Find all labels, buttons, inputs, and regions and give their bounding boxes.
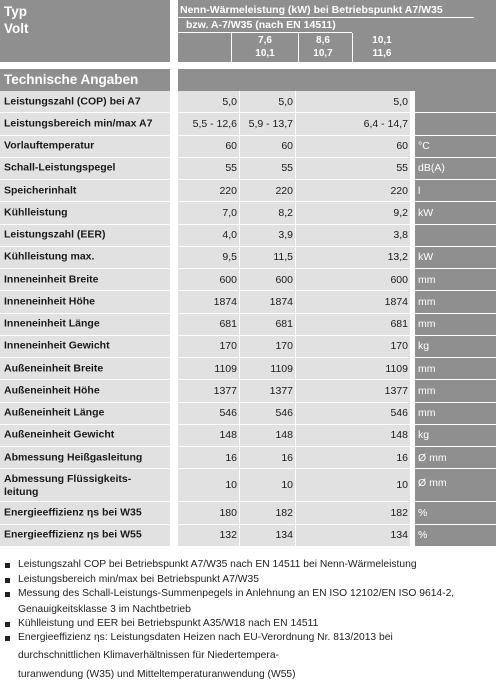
value-cell [178,447,240,469]
row-label-cell [0,269,170,291]
cell-value: 220 [219,184,237,197]
bullet-icon [5,636,10,641]
value-cell [178,502,240,524]
cell-value: 1109 [270,362,293,375]
unit-label: °C [418,140,430,153]
cell-value: 10 [225,479,237,492]
value-cell [240,314,296,336]
value-cell [178,358,240,380]
table-row [0,113,496,135]
row-label: Inneneinheit Breite [4,273,99,286]
cell-value: 10 [281,479,293,492]
value-cell [296,403,410,425]
row-label: Außeneinheit Breite [4,362,104,375]
bullet-icon [5,622,10,627]
value-cell [240,380,296,402]
cell-value: 220 [275,184,293,197]
value-cell [178,202,240,224]
section-title: Technische Angaben [4,72,139,87]
cell-value: 60 [225,140,237,153]
unit-cell [415,202,496,224]
cell-value: 3,9 [278,229,293,242]
value-cell [296,113,410,135]
cell-value: 1109 [214,362,237,375]
row-label: Leistungszahl (COP) bei A7 [4,95,141,108]
footnote-item [5,617,493,632]
value-cell [240,180,296,202]
cell-value: 681 [275,318,293,331]
cell-value: 1377 [213,384,237,397]
value-cell [240,136,296,158]
unit-label: mm [418,362,436,375]
value-cell [240,225,296,247]
cell-value: 170 [390,340,408,353]
row-label-cell [0,180,170,202]
unit-label: Ø mm [418,451,447,464]
row-label: Kühlleistung [4,206,68,219]
table-row [0,469,496,502]
value-cell [240,469,296,502]
value-cell [240,525,296,547]
value-cell [296,380,410,402]
row-label-line: Abmessung Flüssigkeits- [4,473,132,486]
row-label-cell [0,113,170,135]
table-row [0,291,496,313]
footnote-item [5,631,493,684]
row-label: Außeneinheit Gewicht [4,428,115,441]
cell-value: 148 [390,429,408,442]
cell-value: 8,2 [278,206,293,219]
cell-value: 1377 [269,384,293,397]
unit-label: % [418,506,428,519]
table-row [0,225,496,247]
row-label-cell [0,502,170,524]
value-cell [178,180,240,202]
type-label: Typ [4,4,27,19]
footnote-line: Energieeffizienz ηs: Leistungsdaten Heizen nach EU-Verordnung Nr. 813/2013 bei [18,632,393,643]
row-label-cell [0,336,170,358]
row-label: Inneneinheit Länge [4,317,100,330]
cell-value: 182 [275,506,293,519]
row-label-cell [0,225,170,247]
cell-value: 5,0 [393,95,408,108]
value-cell [178,425,240,447]
unit-label: kW [418,206,434,219]
value-cell [296,447,410,469]
value-cell [240,113,296,135]
unit-label: mm [418,384,436,397]
row-label: Schall-Leistungspegel [4,161,116,174]
cell-value: 5,0 [222,95,237,108]
table-row [0,202,496,224]
row-label: Außeneinheit Länge [4,406,105,419]
row-label: Außeneinheit Höhe [4,384,100,397]
value-cell [178,136,240,158]
row-label-cell [0,447,170,469]
table-row [0,158,496,180]
cell-value: 60 [396,140,408,153]
cell-value: 170 [219,340,237,353]
cell-value: 16 [225,451,237,464]
unit-cell [415,314,496,336]
row-label-cell [0,425,170,447]
cell-value: 1874 [384,295,408,308]
table-row [0,91,496,113]
cell-value: 55 [396,162,408,175]
unit-cell [415,502,496,524]
row-label-cell [0,291,170,313]
unit-cell [415,269,496,291]
value-cell [240,502,296,524]
row-label-cell [0,358,170,380]
unit-label: mm [418,273,436,286]
value-cell [296,525,410,547]
row-label: Speicherinhalt [4,184,77,197]
row-label: Inneneinheit Gewicht [4,339,110,352]
cell-value: 6,4 - 14,7 [363,117,408,130]
unit-label: dB(A) [418,162,445,175]
unit-cell [415,247,496,269]
value-cell [240,336,296,358]
unit-cell [415,291,496,313]
row-label-cell [0,403,170,425]
row-label-cell [0,380,170,402]
table-row [0,269,496,291]
row-label [4,473,131,499]
cell-value: 5,0 [278,95,293,108]
footnote-line: Genauigkeitsklasse 3 im Nachtbetrieb [18,603,191,615]
value-cell [178,291,240,313]
bullet-icon [5,578,10,583]
value-cell [178,269,240,291]
row-label-cell [0,469,170,502]
value-cell [240,202,296,224]
cell-value: 1109 [385,362,408,375]
value-cell [240,447,296,469]
unit-cell [415,113,496,135]
row-label-line: leitung [4,486,39,499]
row-label-cell [0,158,170,180]
cell-value: 220 [390,184,408,197]
unit-cell [415,225,496,247]
value-cell [178,225,240,247]
cell-value: 10 [396,479,408,492]
cell-value: 546 [275,407,293,420]
value-cell [296,425,410,447]
cell-value: 182 [390,506,408,519]
value-cell [178,403,240,425]
cell-value: 148 [219,429,237,442]
footnote-line: Leistungsbereich min/max bei Betriebspunkt A7/W35 [18,573,259,585]
table-row [0,336,496,358]
footnote-item [5,558,493,573]
value-cell [240,403,296,425]
capacity-subtitle: bzw. A-7/W35 (nach EN 14511) [186,19,336,31]
unit-label: mm [418,407,436,420]
value-cell [296,91,410,113]
value-cell [296,247,410,269]
footnote-line: Messung des Schall-Leistungs-Summenpegels in Anlehnung an EN ISO 12102/EN ISO 9614-2, [18,588,455,599]
unit-label: mm [418,295,436,308]
unit-cell [415,447,496,469]
value-cell [296,502,410,524]
row-label: Leistungszahl (EER) [4,228,106,241]
unit-cell [415,91,496,113]
cell-value: 681 [390,318,408,331]
value-cell [296,291,410,313]
value-cell [240,425,296,447]
cell-value: 16 [281,451,293,464]
value-cell [240,291,296,313]
model-2-capacity-cold: 10,7 [313,48,333,59]
cell-value: 1377 [384,384,408,397]
unit-cell [415,403,496,425]
unit-cell [415,469,496,502]
unit-label: kW [418,251,434,264]
cell-value: 600 [219,273,237,286]
table-row [0,136,496,158]
cell-value: 134 [390,529,408,542]
type-header-cell [0,0,170,62]
unit-label: Ø mm [418,477,447,490]
row-label-cell [0,314,170,336]
header-column-divider [298,33,299,62]
cell-value: 600 [390,273,408,286]
footnote-line: Kühlleistung und EER bei Betriebspunkt A35/W18 nach EN 14511 [18,617,319,629]
row-label-cell [0,247,170,269]
cell-value: 7,0 [222,206,237,219]
cell-value: 4,0 [222,229,237,242]
cell-value: 148 [275,429,293,442]
unit-cell [415,358,496,380]
value-cell [178,113,240,135]
footnote-line: Leistungszahl COP bei Betriebspunkt A7/W35 nach EN 14511 bei Nenn-Wärmeleistung [18,559,417,570]
cell-value: 5,9 - 13,7 [248,117,293,130]
cell-value: 9,5 [222,251,237,264]
capacity-header-cell [178,0,496,62]
bullet-icon [5,563,10,568]
row-label: Inneneinheit Höhe [4,295,96,308]
cell-value: 11,5 [273,251,293,264]
table-row [0,403,496,425]
value-cell [240,91,296,113]
model-1-capacity: 7,6 [258,35,272,46]
unit-label: kg [418,340,430,353]
row-label-cell [0,525,170,547]
value-cell [178,336,240,358]
value-cell [296,158,410,180]
cell-value: 180 [219,506,237,519]
unit-label: l [418,184,421,197]
cell-value: 55 [281,162,293,175]
value-cell [296,269,410,291]
unit-cell [415,425,496,447]
section-header [0,69,170,91]
header-divider [178,17,474,18]
table-row [0,380,496,402]
value-cell [240,247,296,269]
row-label-cell [0,136,170,158]
value-cell [178,380,240,402]
footnote-line: durchschnittlichen Klimaverhältnissen für Niedertempera- [18,649,279,661]
cell-value: 546 [390,407,408,420]
unit-cell [415,380,496,402]
unit-label: mm [418,318,436,331]
value-cell [240,158,296,180]
row-label: Vorlauftemperatur [4,139,95,152]
cell-value: 60 [281,140,293,153]
value-cell [178,158,240,180]
header-column-divider [352,33,353,62]
table-row [0,314,496,336]
table-row [0,180,496,202]
volt-label: Volt [4,21,29,36]
cell-value: 170 [275,340,293,353]
cell-value: 3,8 [393,229,408,242]
model-1-capacity-cold: 10,1 [255,48,275,59]
cell-value: 681 [219,318,237,331]
model-3-capacity-cold: 11,6 [372,48,392,59]
row-label: Leistungsbereich min/max A7 [4,117,153,130]
value-cell [240,269,296,291]
section-header-fill [178,69,496,91]
cell-value: 546 [219,407,237,420]
cell-value: 13,2 [387,251,408,264]
table-row [0,425,496,447]
value-cell [178,247,240,269]
value-cell [240,358,296,380]
cell-value: 5,5 - 12,6 [192,117,237,130]
cell-value: 55 [225,162,237,175]
unit-cell [415,180,496,202]
value-cell [296,358,410,380]
row-label: Kühlleistung max. [4,250,95,263]
cell-value: 1874 [269,295,293,308]
unit-cell [415,336,496,358]
footnote-item [5,587,493,617]
value-cell [296,180,410,202]
value-cell [296,202,410,224]
footnotes [5,558,493,684]
cell-value: 132 [219,529,237,542]
row-label-cell [0,91,170,113]
table-row [0,525,496,547]
value-cell [296,314,410,336]
row-label: Energieeffizienz ηs bei W55 [4,528,142,541]
value-cell [296,136,410,158]
row-label-cell [0,202,170,224]
table-row [0,447,496,469]
cell-value: 134 [275,529,293,542]
table-row [0,358,496,380]
unit-label: kg [418,429,430,442]
value-cell [178,525,240,547]
table-row [0,502,496,524]
value-cell [178,469,240,502]
table-row [0,247,496,269]
cell-value: 600 [275,273,293,286]
footnote-line: turanwendung (W35) und Mitteltemperaturanwendung (W55) [18,668,296,680]
unit-cell [415,525,496,547]
cell-value: 16 [396,451,408,464]
cell-value: 1874 [213,295,237,308]
value-cell [178,314,240,336]
cell-value: 9,2 [393,206,408,219]
bullet-icon [5,592,10,597]
footnote-item [5,573,493,588]
capacity-title: Nenn-Wärmeleistung (kW) bei Betriebspunkt A7/W35 [180,4,443,16]
model-2-capacity: 8,6 [316,35,330,46]
value-cell [296,469,410,502]
unit-cell [415,136,496,158]
unit-cell [415,158,496,180]
header-column-divider [231,33,232,62]
header-divider [178,32,352,33]
unit-label: % [418,529,428,542]
row-label: Abmessung Heißgasleitung [4,451,143,464]
value-cell [178,91,240,113]
row-label: Energieeffizienz ηs bei W35 [4,506,142,519]
value-cell [296,225,410,247]
value-cell [296,336,410,358]
model-3-capacity: 10,1 [372,35,392,46]
